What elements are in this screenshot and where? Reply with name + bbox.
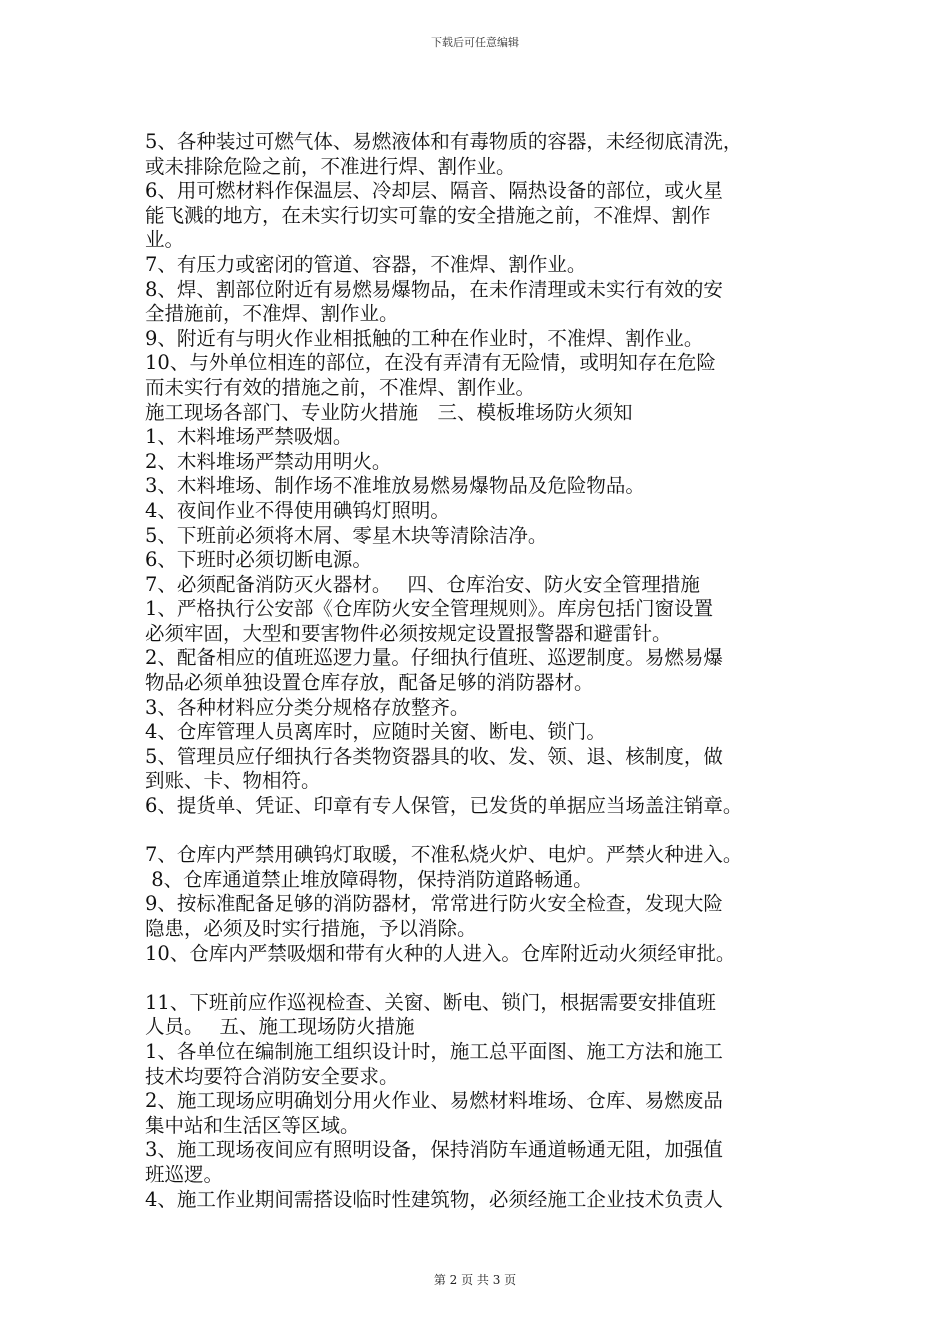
- text-line: 8、焊、割部位附近有易燃易爆物品，在未作清理或未实行有效的安: [145, 277, 723, 301]
- section-heading-line: 人员。 五、施工现场防火措施: [145, 1015, 415, 1039]
- text-line: 而未实行有效的措施之前，不准焊、割作业。: [145, 375, 536, 399]
- text-line: 5、下班前必须将木屑、零星木块等清除洁净。: [145, 523, 548, 547]
- text-line: 8、仓库通道禁止堆放障碍物，保持消防道路畅通。: [145, 867, 593, 891]
- text-line: 1、木料堆场严禁吸烟。: [145, 425, 353, 449]
- text-line: 班巡逻。: [145, 1162, 224, 1186]
- section-heading-line: 7、必须配备消防灭火器材。 四、仓库治安、防火安全管理措施: [145, 572, 700, 596]
- text-line: 4、施工作业期间需搭设临时性建筑物，必须经施工企业技术负责人: [145, 1187, 723, 1211]
- text-line: 1、各单位在编制施工组织设计时，施工总平面图、施工方法和施工: [145, 1039, 723, 1063]
- text-line: 或未排除危险之前，不准进行焊、割作业。: [145, 154, 516, 178]
- text-line: 必须牢固，大型和要害物件必须按规定设置报警器和避雷针。: [145, 621, 672, 645]
- text-line: 2、木料堆场严禁动用明火。: [145, 449, 392, 473]
- text-line: 9、按标准配备足够的消防器材，常常进行防火安全检查，发现大险: [145, 892, 723, 916]
- text-line: 5、各种装过可燃气体、易燃液体和有毒物质的容器，未经彻底清洗，: [145, 130, 743, 153]
- text-line: 10、仓库内严禁吸烟和带有火种的人进入。仓库附近动火须经审批。: [145, 941, 736, 965]
- text-line: 集中站和生活区等区域。: [145, 1113, 360, 1137]
- page-number: 第 2 页 共 3 页: [433, 1273, 517, 1287]
- text-line: 2、施工现场应明确划分用火作业、易燃材料堆场、仓库、易燃废品: [145, 1089, 723, 1113]
- text-line: 7、仓库内严禁用碘钨灯取暖，不准私烧火炉、电炉。严禁火种进入。: [145, 843, 743, 867]
- text-line: 技术均要符合消防安全要求。: [145, 1064, 399, 1088]
- text-line: 11、下班前应作巡视检查、关窗、断电、锁门，根据需要安排值班: [145, 990, 716, 1014]
- text-line: 隐患，必须及时实行措施，予以消除。: [145, 917, 477, 940]
- text-line: 业。: [145, 228, 185, 252]
- text-line: 3、施工现场夜间应有照明设备，保持消防车通道畅通无阻，加强值: [145, 1138, 723, 1162]
- blank-line: [145, 819, 825, 844]
- text-line: 5、管理员应仔细执行各类物资器具的收、发、领、退、核制度，做: [145, 744, 723, 768]
- text-line: 全措施前，不准焊、割作业。: [145, 302, 399, 326]
- text-line: 6、下班时必须切断电源。: [145, 548, 372, 572]
- text-line: 物品必须单独设置仓库存放，配备足够的消防器材。: [145, 671, 594, 695]
- text-line: 到账、卡、物相符。: [145, 769, 321, 793]
- section-heading-line: 施工现场各部门、专业防火措施 三、模板堆场防火须知: [145, 400, 633, 424]
- page-header: 下载后可任意编辑: [431, 36, 519, 49]
- text-line: 10、与外单位相连的部位，在没有弄清有无险情，或明知存在危险: [145, 351, 716, 375]
- text-line: 9、附近有与明火作业相抵触的工种在作业时，不准焊、割作业。: [145, 326, 704, 350]
- text-line: 6、用可燃材料作保温层、冷却层、隔音、隔热设备的部位，或火星: [145, 179, 723, 203]
- text-line: 2、配备相应的值班巡逻力量。仔细执行值班、巡逻制度。易燃易爆: [145, 646, 723, 670]
- text-line: 1、严格执行公安部《仓库防火安全管理规则》。库房包括门窗设置: [145, 597, 714, 621]
- text-line: 3、各种材料应分类分规格存放整齐。: [145, 695, 470, 719]
- blank-line: [145, 966, 825, 991]
- text-line: 4、仓库管理人员离库时，应随时关窗、断电、锁门。: [145, 720, 606, 744]
- text-line: 3、木料堆场、制作场不准堆放易燃易爆物品及危险物品。: [145, 474, 645, 498]
- text-line: 4、夜间作业不得使用碘钨灯照明。: [145, 498, 450, 522]
- text-line: 能飞溅的地方，在未实行切实可靠的安全措施之前，不准焊、割作: [145, 203, 711, 227]
- text-line: 6、提货单、凭证、印章有专人保管，已发货的单据应当场盖注销章。: [145, 794, 743, 818]
- document-body: [145, 130, 825, 1212]
- text-line: 7、有压力或密闭的管道、容器，不准焊、割作业。: [145, 252, 587, 276]
